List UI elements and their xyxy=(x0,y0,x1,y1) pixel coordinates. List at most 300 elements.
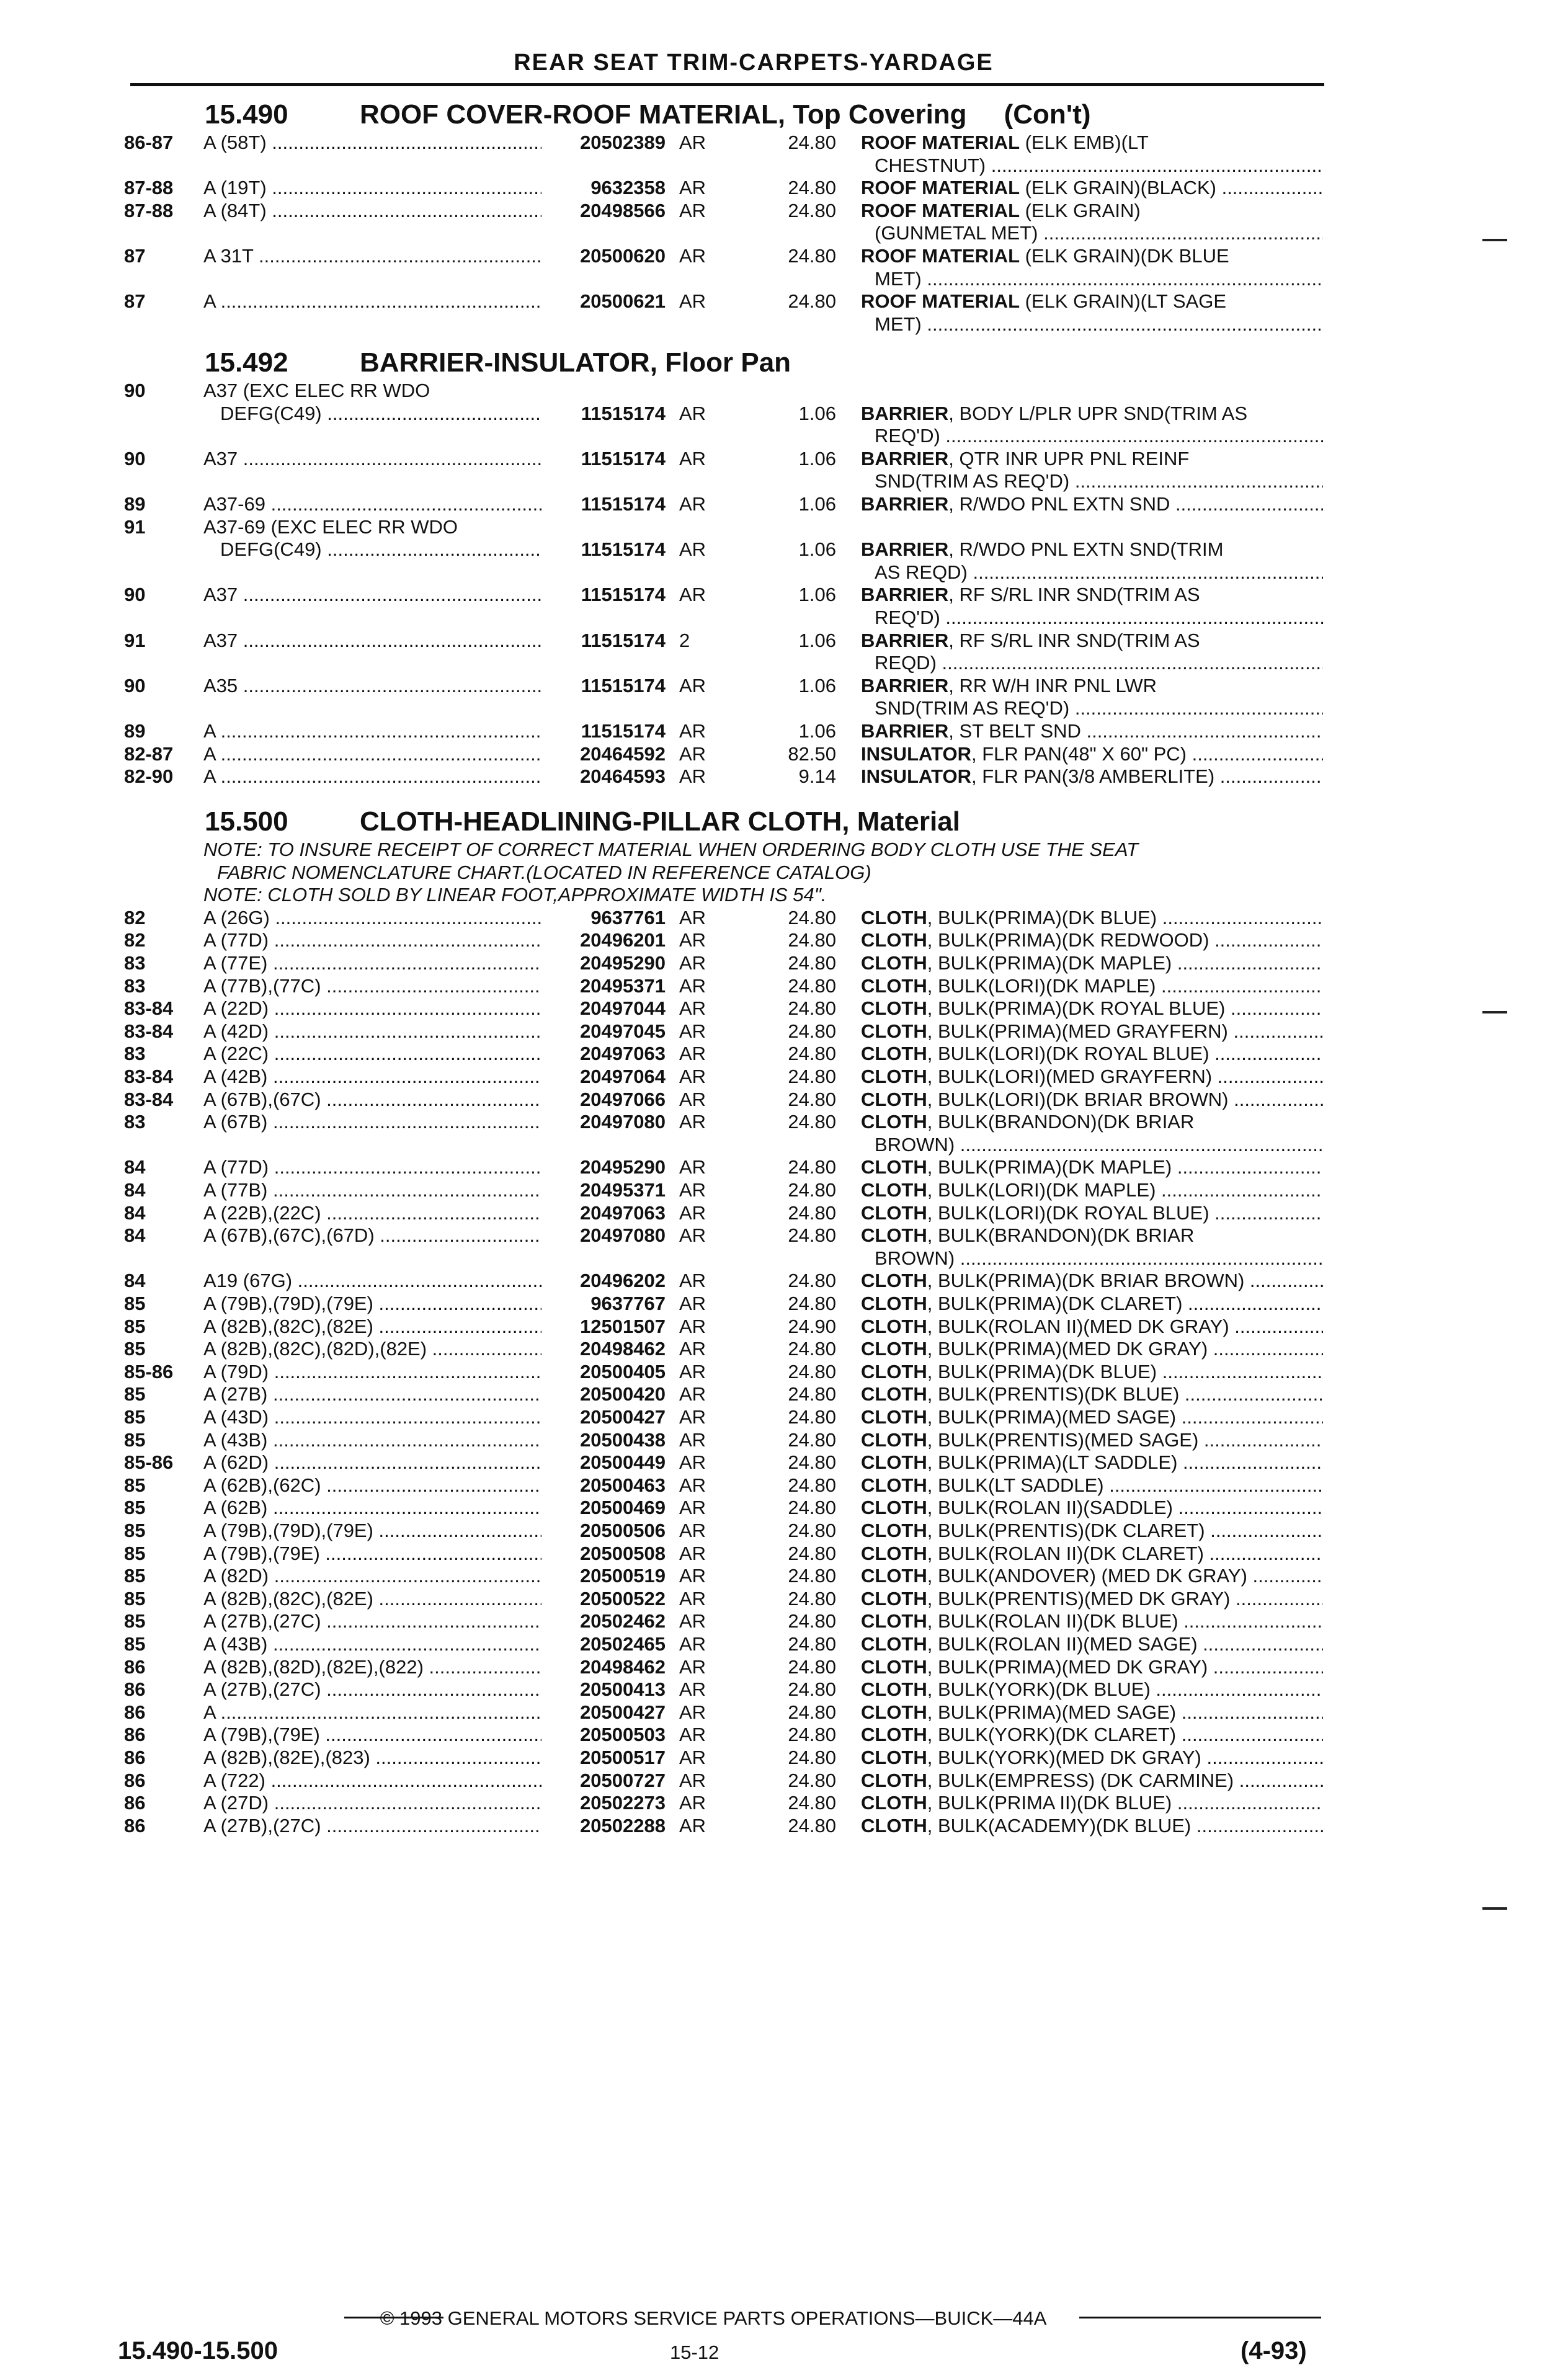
part-name: CLOTH xyxy=(861,1428,927,1451)
model-year: 86 xyxy=(124,1792,146,1814)
price: 24.80 xyxy=(788,1156,836,1178)
price: 24.80 xyxy=(788,1179,836,1201)
part-description: CLOTH, BULK(LORI)(DK MAPLE) ..... xyxy=(861,975,1323,997)
price: 1.06 xyxy=(798,402,836,424)
part-number: 20500517 xyxy=(580,1747,666,1768)
part-number: 11515174 xyxy=(581,629,666,651)
quantity: AR xyxy=(679,1043,706,1065)
part-description: BARRIER, R/WDO PNL EXTN SND ..... xyxy=(861,493,1323,515)
part-row xyxy=(0,177,1568,200)
model-code: A (42D) ..... xyxy=(203,1020,541,1043)
description-continued xyxy=(0,268,1568,291)
price: 24.90 xyxy=(788,1315,836,1337)
model-code: A (62D) ..... xyxy=(203,1451,541,1474)
model-code: A (27B),(27C) ..... xyxy=(203,1610,541,1632)
model-code: A (27B),(27C) ..... xyxy=(203,1678,541,1701)
quantity: AR xyxy=(679,1678,706,1701)
part-row xyxy=(0,1497,1568,1520)
model-year: 83 xyxy=(124,1111,146,1133)
description-continued xyxy=(0,697,1568,720)
section-header xyxy=(205,99,1091,130)
part-number: 20495371 xyxy=(580,1179,666,1201)
part-name: CLOTH xyxy=(861,1338,927,1360)
section-title: CLOTH-HEADLINING-PILLAR CLOTH, Material xyxy=(360,806,960,837)
price: 24.80 xyxy=(788,1520,836,1541)
model-code: A (82B),(82E),(823) ..... xyxy=(203,1747,541,1769)
part-description: INSULATOR, FLR PAN(3/8 AMBERLITE) ..... xyxy=(861,765,1323,788)
part-description-continued: MET) ..... xyxy=(875,268,1323,290)
part-row xyxy=(0,1770,1568,1793)
price: 24.80 xyxy=(788,290,836,313)
model-year: 83-84 xyxy=(124,1088,174,1110)
part-description: CLOTH, BULK(PRENTIS)(DK CLARET) ..... xyxy=(861,1520,1323,1542)
price: 24.80 xyxy=(788,1088,836,1110)
model-year: 85 xyxy=(124,1474,146,1496)
part-name: CLOTH xyxy=(861,1360,927,1383)
part-name: CLOTH xyxy=(861,1043,927,1065)
part-name: CLOTH xyxy=(861,1792,927,1814)
model-year: 83 xyxy=(124,974,146,997)
model-year: 85 xyxy=(124,1293,146,1314)
quantity: AR xyxy=(679,1111,706,1133)
quantity: AR xyxy=(679,765,706,788)
quantity: AR xyxy=(679,1179,706,1201)
part-description: CLOTH, BULK(PRIMA)(DK CLARET) ..... xyxy=(861,1293,1323,1315)
margin-mark xyxy=(1482,1011,1507,1013)
quantity: AR xyxy=(679,1020,706,1042)
part-number: 11515174 xyxy=(581,447,666,470)
model-year: 85 xyxy=(124,1338,146,1360)
description-continued xyxy=(0,1134,1568,1157)
price: 24.80 xyxy=(788,1270,836,1292)
model-year: 84 xyxy=(124,1179,146,1201)
price: 24.80 xyxy=(788,1678,836,1701)
part-row xyxy=(0,1361,1568,1384)
part-description: BARRIER, QTR INR UPR PNL REINF xyxy=(861,447,1190,470)
part-row xyxy=(0,907,1568,930)
part-name: CLOTH xyxy=(861,1201,927,1224)
part-name: BARRIER xyxy=(861,447,949,470)
part-number: 20497080 xyxy=(580,1224,666,1247)
quantity: AR xyxy=(679,1066,706,1087)
model-year: 84 xyxy=(124,1156,146,1178)
model-code: A ..... xyxy=(203,720,541,742)
footer-date: (4-93) xyxy=(1241,2337,1307,2364)
quantity: AR xyxy=(679,1724,706,1746)
part-description-continued: REQ'D) ..... xyxy=(875,425,1323,447)
part-row xyxy=(0,975,1568,998)
part-name: CLOTH xyxy=(861,1587,927,1610)
model-code: A (22C) ..... xyxy=(203,1043,541,1065)
part-description: CLOTH, BULK(PRIMA)(MED DK GRAY) ..... xyxy=(861,1338,1323,1360)
part-row-continued xyxy=(0,403,1568,425)
part-name: CLOTH xyxy=(861,1701,927,1723)
part-number: 11515174 xyxy=(581,674,666,697)
part-number: 20500621 xyxy=(580,290,666,313)
quantity: AR xyxy=(679,929,706,951)
part-description: CLOTH, BULK(ROLAN II)(DK BLUE) ..... xyxy=(861,1610,1323,1632)
quantity: AR xyxy=(679,1747,706,1768)
model-code: A (79B),(79E) ..... xyxy=(203,1724,541,1746)
part-number: 20500503 xyxy=(580,1724,666,1746)
part-description: CLOTH, BULK(PRIMA)(MED SAGE) ..... xyxy=(861,1701,1323,1724)
part-name: ROOF MATERIAL xyxy=(861,290,1020,313)
part-description-continued: SND(TRIM AS REQ'D) ..... xyxy=(875,470,1323,492)
price: 1.06 xyxy=(798,720,836,742)
part-name: CLOTH xyxy=(861,906,927,929)
part-description: CLOTH, BULK(PRENTIS)(MED SAGE) ..... xyxy=(861,1429,1323,1451)
part-row xyxy=(0,1520,1568,1543)
part-description: ROOF MATERIAL (ELK GRAIN)(BLACK) ..... xyxy=(861,177,1323,199)
part-number: 20498462 xyxy=(580,1338,666,1360)
quantity: AR xyxy=(679,674,706,697)
part-number: 20498462 xyxy=(580,1655,666,1678)
price: 9.14 xyxy=(798,765,836,788)
section-number: 15.500 xyxy=(205,806,288,837)
part-description: CLOTH, BULK(PRENTIS)(DK BLUE) ..... xyxy=(861,1383,1323,1405)
quantity: AR xyxy=(679,1315,706,1337)
part-description: CLOTH, BULK(LT SADDLE) ..... xyxy=(861,1474,1323,1497)
part-row xyxy=(0,675,1568,698)
title-rule xyxy=(130,83,1324,86)
model-year: 86 xyxy=(124,1747,146,1768)
part-description: CLOTH, BULK(ROLAN II)(DK CLARET) ..... xyxy=(861,1543,1323,1565)
part-description: CLOTH, BULK(PRIMA)(MED SAGE) ..... xyxy=(861,1406,1323,1428)
part-description: CLOTH, BULK(PRIMA)(DK BRIAR BROWN) ..... xyxy=(861,1270,1323,1292)
part-description: BARRIER, R/WDO PNL EXTN SND(TRIM xyxy=(861,538,1224,561)
model-year: 82 xyxy=(124,929,146,951)
part-description: CLOTH, BULK(PRIMA)(DK ROYAL BLUE) ..... xyxy=(861,997,1323,1020)
part-number: 20500469 xyxy=(580,1497,666,1519)
part-description: CLOTH, BULK(YORK)(MED DK GRAY) ..... xyxy=(861,1747,1323,1769)
model-code: A ..... xyxy=(203,765,541,788)
part-description: CLOTH, BULK(YORK)(DK BLUE) ..... xyxy=(861,1678,1323,1701)
price: 24.80 xyxy=(788,1428,836,1451)
part-name: CLOTH xyxy=(861,1497,927,1519)
model-code: A (82B),(82D),(82E),(822) ..... xyxy=(203,1656,541,1678)
part-row xyxy=(0,1543,1568,1566)
part-description: CLOTH, BULK(EMPRESS) (DK CARMINE) ..... xyxy=(861,1770,1323,1792)
part-description: CLOTH, BULK(ANDOVER) (MED DK GRAY) ..... xyxy=(861,1565,1323,1587)
price: 24.80 xyxy=(788,1293,836,1314)
part-name: CLOTH xyxy=(861,1224,927,1247)
model-year: 86 xyxy=(124,1724,146,1746)
part-description: CLOTH, BULK(PRIMA)(LT SADDLE) ..... xyxy=(861,1451,1323,1474)
model-year: 84 xyxy=(124,1201,146,1224)
part-number: 11515174 xyxy=(581,538,666,561)
part-number: 20500463 xyxy=(580,1474,666,1496)
part-number: 20495371 xyxy=(580,974,666,997)
price: 1.06 xyxy=(798,629,836,651)
part-number: 20497063 xyxy=(580,1201,666,1224)
part-description: CLOTH, BULK(LORI)(DK ROYAL BLUE) ..... xyxy=(861,1202,1323,1224)
part-row xyxy=(0,1066,1568,1089)
part-row xyxy=(0,1815,1568,1838)
model-year: 86 xyxy=(124,1655,146,1678)
model-code: A (42B) ..... xyxy=(203,1066,541,1088)
part-number: 9632358 xyxy=(590,177,666,199)
part-row xyxy=(0,630,1568,652)
model-code: A (43B) ..... xyxy=(203,1429,541,1451)
quantity: AR xyxy=(679,974,706,997)
part-row xyxy=(0,1588,1568,1611)
price: 24.80 xyxy=(788,1542,836,1564)
part-description-continued: REQ'D) ..... xyxy=(875,607,1323,629)
quantity: AR xyxy=(679,1088,706,1110)
quantity: AR xyxy=(679,1792,706,1814)
description-continued xyxy=(0,1247,1568,1270)
part-number: 20497066 xyxy=(580,1088,666,1110)
description-continued xyxy=(0,652,1568,675)
model-year: 85 xyxy=(124,1383,146,1405)
model-code: A (77B),(77C) ..... xyxy=(203,975,541,997)
part-name: INSULATOR xyxy=(861,765,971,788)
model-code: A (82D) ..... xyxy=(203,1565,541,1587)
price: 1.06 xyxy=(798,538,836,561)
part-number: 9637761 xyxy=(590,906,666,929)
model-code: A (79B),(79E) ..... xyxy=(203,1543,541,1565)
footer-section-range: 15.490-15.500 xyxy=(118,2337,278,2364)
part-number: 20496202 xyxy=(580,1270,666,1292)
part-row xyxy=(0,1224,1568,1247)
part-number: 20500413 xyxy=(580,1678,666,1701)
footer-page-number: 15-12 xyxy=(670,2341,719,2363)
description-continued xyxy=(0,313,1568,336)
price: 24.80 xyxy=(788,1338,836,1360)
part-name: ROOF MATERIAL xyxy=(861,131,1020,153)
section-header xyxy=(205,347,791,378)
part-name: ROOF MATERIAL xyxy=(861,245,1020,267)
part-number: 20497064 xyxy=(580,1066,666,1087)
model-code: A (79D) ..... xyxy=(203,1361,541,1383)
quantity: AR xyxy=(679,1383,706,1405)
part-number: 20497080 xyxy=(580,1111,666,1133)
part-name: BARRIER xyxy=(861,402,949,424)
model-year: 89 xyxy=(124,493,146,515)
part-number: 20500427 xyxy=(580,1701,666,1723)
part-name: CLOTH xyxy=(861,974,927,997)
model-year: 82-90 xyxy=(124,765,174,788)
model-code: A37 ..... xyxy=(203,448,541,470)
model-year: 85 xyxy=(124,1497,146,1519)
model-code: A19 (67G) ..... xyxy=(203,1270,541,1292)
part-description: CLOTH, BULK(BRANDON)(DK BRIAR xyxy=(861,1224,1195,1247)
part-number: 20500519 xyxy=(580,1565,666,1587)
part-row xyxy=(0,997,1568,1020)
part-description: CLOTH, BULK(ROLAN II)(MED SAGE) ..... xyxy=(861,1633,1323,1655)
model-year: 85 xyxy=(124,1633,146,1655)
model-code: A (27D) ..... xyxy=(203,1792,541,1814)
part-number: 20498566 xyxy=(580,199,666,221)
part-name: CLOTH xyxy=(861,1315,927,1337)
model-code: A (67B),(67C) ..... xyxy=(203,1089,541,1111)
part-description: CLOTH, BULK(LORI)(DK BRIAR BROWN) ..... xyxy=(861,1089,1323,1111)
model-code: A (62B),(62C) ..... xyxy=(203,1474,541,1497)
part-row xyxy=(0,1156,1568,1179)
footer-rule-right xyxy=(1079,2317,1321,2318)
part-name: CLOTH xyxy=(861,1293,927,1314)
quantity: AR xyxy=(679,1565,706,1587)
quantity: AR xyxy=(679,742,706,765)
quantity: AR xyxy=(679,199,706,221)
part-name: CLOTH xyxy=(861,1542,927,1564)
quantity: AR xyxy=(679,720,706,742)
part-name: CLOTH xyxy=(861,1179,927,1201)
model-year: 86 xyxy=(124,1814,146,1837)
model-code: A ..... xyxy=(203,743,541,765)
model-year: 87 xyxy=(124,290,146,313)
section-title: ROOF COVER-ROOF MATERIAL, Top Covering xyxy=(360,99,967,130)
price: 24.80 xyxy=(788,1565,836,1587)
part-description: CLOTH, BULK(PRENTIS)(MED DK GRAY) ..... xyxy=(861,1588,1323,1610)
quantity: AR xyxy=(679,1201,706,1224)
part-number: 20500449 xyxy=(580,1451,666,1474)
price: 1.06 xyxy=(798,493,836,515)
part-number: 20502462 xyxy=(580,1610,666,1632)
part-description-continued: MET) ..... xyxy=(875,313,1323,336)
quantity: AR xyxy=(679,1406,706,1428)
price: 1.06 xyxy=(798,674,836,697)
model-year: 85 xyxy=(124,1315,146,1337)
part-number: 20500427 xyxy=(580,1406,666,1428)
part-name: BARRIER xyxy=(861,674,949,697)
part-row xyxy=(0,1316,1568,1338)
part-row xyxy=(0,516,1568,539)
model-code: A 31T ..... xyxy=(203,245,541,267)
part-name: CLOTH xyxy=(861,1633,927,1655)
part-number: 20500508 xyxy=(580,1542,666,1564)
part-name: CLOTH xyxy=(861,1020,927,1042)
quantity: AR xyxy=(679,1451,706,1474)
part-number: 20500405 xyxy=(580,1360,666,1383)
model-code: A35 ..... xyxy=(203,675,541,697)
model-year: 85 xyxy=(124,1406,146,1428)
model-year: 91 xyxy=(124,515,146,538)
footer-copyright: © 1993 GENERAL MOTORS SERVICE PARTS OPERATIONS—BUICK—44A xyxy=(380,2307,1047,2329)
price: 24.80 xyxy=(788,1066,836,1087)
price: 24.80 xyxy=(788,177,836,199)
model-code: A (79B),(79D),(79E) ..... xyxy=(203,1293,541,1315)
part-description-continued: REQD) ..... xyxy=(875,652,1323,674)
quantity: AR xyxy=(679,1655,706,1678)
price: 24.80 xyxy=(788,997,836,1020)
section-note: FABRIC NOMENCLATURE CHART.(LOCATED IN REFERENCE CATALOG) xyxy=(217,861,871,883)
quantity: AR xyxy=(679,245,706,267)
part-row xyxy=(0,380,1568,403)
part-row xyxy=(0,1202,1568,1225)
quantity: AR xyxy=(679,177,706,199)
part-description: CLOTH, BULK(LORI)(DK MAPLE) ..... xyxy=(861,1179,1323,1201)
model-code: A (67B),(67C),(67D) ..... xyxy=(203,1224,541,1247)
price: 24.80 xyxy=(788,1474,836,1496)
part-row xyxy=(0,1724,1568,1747)
part-row xyxy=(0,1747,1568,1770)
part-row xyxy=(0,1792,1568,1815)
section-header xyxy=(205,806,960,837)
part-name: BARRIER xyxy=(861,720,949,742)
quantity: AR xyxy=(679,538,706,561)
part-number: 20502273 xyxy=(580,1792,666,1814)
price: 24.80 xyxy=(788,1769,836,1791)
model-code: A (58T) ..... xyxy=(203,131,541,154)
model-year: 84 xyxy=(124,1224,146,1247)
model-code: A (62B) ..... xyxy=(203,1497,541,1519)
price: 24.80 xyxy=(788,1655,836,1678)
part-row xyxy=(0,1089,1568,1111)
quantity: AR xyxy=(679,290,706,313)
section-note: NOTE: CLOTH SOLD BY LINEAR FOOT,APPROXIMATE WIDTH IS 54". xyxy=(203,884,827,906)
model-year: 83-84 xyxy=(124,997,174,1020)
section-continued: (Con't) xyxy=(1004,99,1091,130)
part-number: 20495290 xyxy=(580,1156,666,1178)
part-name: CLOTH xyxy=(861,1474,927,1496)
price: 24.80 xyxy=(788,1814,836,1837)
model-code: A (67B) ..... xyxy=(203,1111,541,1133)
model-year: 85 xyxy=(124,1542,146,1564)
part-row xyxy=(0,245,1568,268)
part-description: BARRIER, RF S/RL INR SND(TRIM AS xyxy=(861,629,1200,651)
part-description: BARRIER, RR W/H INR PNL LWR xyxy=(861,674,1157,697)
model-code: A (22D) ..... xyxy=(203,997,541,1020)
model-code: A (27B),(27C) ..... xyxy=(203,1815,541,1837)
price: 24.80 xyxy=(788,131,836,153)
model-code-continued: DEFG(C49) ..... xyxy=(220,538,541,561)
model-code: A (77D) ..... xyxy=(203,1156,541,1178)
price: 24.80 xyxy=(788,1383,836,1405)
price: 24.80 xyxy=(788,1724,836,1746)
price: 24.80 xyxy=(788,929,836,951)
part-name: ROOF MATERIAL xyxy=(861,199,1020,221)
price: 82.50 xyxy=(788,742,836,765)
part-name: CLOTH xyxy=(861,1156,927,1178)
part-number: 9637767 xyxy=(590,1293,666,1314)
part-row xyxy=(0,1701,1568,1724)
model-year: 86 xyxy=(124,1678,146,1701)
model-code: A (82B),(82C),(82E) ..... xyxy=(203,1588,541,1610)
model-year: 89 xyxy=(124,720,146,742)
section-number: 15.490 xyxy=(205,99,288,130)
quantity: AR xyxy=(679,1224,706,1247)
quantity: AR xyxy=(679,1497,706,1519)
description-continued xyxy=(0,222,1568,245)
part-row xyxy=(0,1383,1568,1406)
part-row xyxy=(0,1293,1568,1316)
part-number: 20464592 xyxy=(580,742,666,765)
part-description: INSULATOR, FLR PAN(48" X 60" PC) ..... xyxy=(861,743,1323,765)
part-name: CLOTH xyxy=(861,1066,927,1087)
part-description-continued: AS REQD) ..... xyxy=(875,561,1323,584)
part-row xyxy=(0,1474,1568,1497)
section-title: BARRIER-INSULATOR, Floor Pan xyxy=(360,347,791,378)
model-code: A (77B) ..... xyxy=(203,1179,541,1201)
part-row xyxy=(0,1451,1568,1474)
model-code: A (43D) ..... xyxy=(203,1406,541,1428)
quantity: AR xyxy=(679,1587,706,1610)
model-year: 85 xyxy=(124,1565,146,1587)
model-code: A (82B),(82C),(82E) ..... xyxy=(203,1316,541,1338)
part-number: 12501507 xyxy=(580,1315,666,1337)
part-description-continued: (GUNMETAL MET) ..... xyxy=(875,222,1323,244)
part-name: CLOTH xyxy=(861,1769,927,1791)
part-description: CLOTH, BULK(PRIMA)(DK REDWOOD) ..... xyxy=(861,929,1323,951)
quantity: AR xyxy=(679,1520,706,1541)
quantity: AR xyxy=(679,952,706,974)
part-name: BARRIER xyxy=(861,493,949,515)
price: 24.80 xyxy=(788,1360,836,1383)
part-description: ROOF MATERIAL (ELK GRAIN)(DK BLUE xyxy=(861,245,1229,267)
model-year: 82-87 xyxy=(124,742,174,765)
part-row xyxy=(0,1270,1568,1293)
